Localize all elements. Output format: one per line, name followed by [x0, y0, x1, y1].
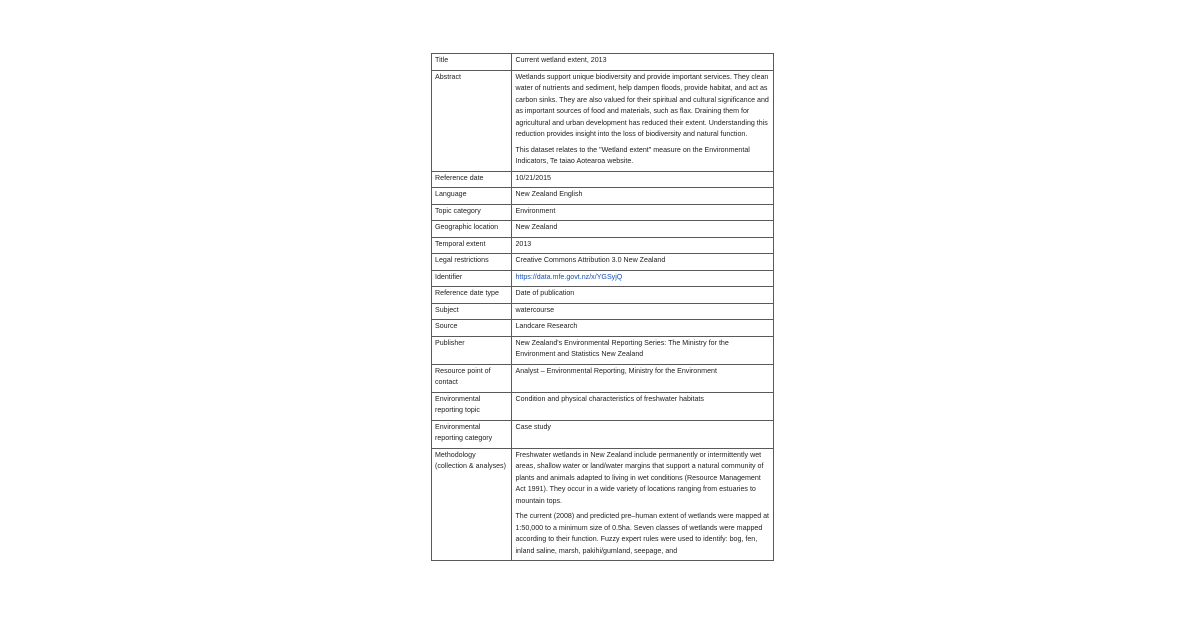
row-value: Creative Commons Attribution 3.0 New Zealand — [512, 254, 774, 271]
row-label: Subject — [432, 303, 512, 320]
abstract-paragraph-2: This dataset relates to the "Wetland extent" measure on the Environmental Indicators, Te taiao Aotearoa website. — [515, 145, 750, 165]
row-methodology — [432, 448, 774, 561]
row-value: 2013 — [512, 237, 774, 254]
row-value: New Zealand — [512, 221, 774, 238]
row-label: Reference date type — [432, 287, 512, 304]
row-value: Analyst – Environmental Reporting, Ministry for the Environment — [512, 364, 774, 392]
abstract-paragraph-1: Wetlands support unique biodiversity and provide important services. They clean water of nutrients and sediment, help dampen floods, provide habitat, and act as carbon sinks. They are also valued for their spiritual and cultural significance and as important sources of food and materials, such as flax. Draining them for agricultural and urban development has reduced their extent. Understanding this reduction provides insight into the loss of biodiversity and natural function. — [515, 72, 769, 138]
row-value: Case study — [512, 420, 774, 448]
row-subject — [432, 303, 774, 320]
row-value: Environment — [512, 204, 774, 221]
row-label: Temporal extent — [432, 237, 512, 254]
row-resource-contact — [432, 364, 774, 392]
row-label: Topic category — [432, 204, 512, 221]
row-label: Resource point of contact — [432, 364, 512, 392]
row-value — [512, 270, 774, 287]
row-value — [512, 70, 774, 171]
row-value: New Zealand's Environmental Reporting Series: The Ministry for the Environment and Statistics New Zealand — [512, 336, 774, 364]
methodology-paragraph-1: Freshwater wetlands in New Zealand include permanently or intermittently wet areas, shallow water or land/water margins that support a natural community of plants and animals adapted to living in wet conditions (Resource Management Act 1991). They occur in a wide variety of locations ranging from estuaries to mountain tops. — [515, 450, 764, 505]
row-label: Language — [432, 188, 512, 205]
row-abstract — [432, 70, 774, 171]
row-reference-date-type — [432, 287, 774, 304]
methodology-paragraph-2: The current (2008) and predicted pre–human extent of wetlands were mapped at 1:50,000 to a minimum size of 0.5ha. Seven classes of wetlands were mapped according to their function. Fuzzy expert rules were used to identify: bog, fen, inland saline, marsh, pakihi/gumland, seepage, and — [515, 512, 770, 555]
row-value: 10/21/2015 — [512, 171, 774, 188]
row-value: Condition and physical characteristics of freshwater habitats — [512, 392, 774, 420]
metadata-table — [431, 53, 774, 561]
row-label: Title — [432, 54, 512, 71]
row-label: Environmental reporting topic — [432, 392, 512, 420]
row-label: Publisher — [432, 336, 512, 364]
row-label: Source — [432, 320, 512, 337]
row-label: Reference date — [432, 171, 512, 188]
row-label: Geographic location — [432, 221, 512, 238]
row-publisher — [432, 336, 774, 364]
row-value: New Zealand English — [512, 188, 774, 205]
row-topic-category — [432, 204, 774, 221]
row-label: Abstract — [432, 70, 512, 171]
row-label: Identifier — [432, 270, 512, 287]
row-title — [432, 54, 774, 71]
row-label: Legal restrictions — [432, 254, 512, 271]
row-value: Current wetland extent, 2013 — [512, 54, 774, 71]
row-reporting-topic — [432, 392, 774, 420]
row-reference-date — [432, 171, 774, 188]
row-source — [432, 320, 774, 337]
row-label: Environmental reporting category — [432, 420, 512, 448]
row-identifier — [432, 270, 774, 287]
row-reporting-category — [432, 420, 774, 448]
row-temporal-extent — [432, 237, 774, 254]
row-language — [432, 188, 774, 205]
row-value — [512, 448, 774, 561]
row-legal-restrictions — [432, 254, 774, 271]
row-geographic-location — [432, 221, 774, 238]
row-value: Date of publication — [512, 287, 774, 304]
row-label: Methodology (collection & analyses) — [432, 448, 512, 561]
row-value: Landcare Research — [512, 320, 774, 337]
identifier-link[interactable]: https://data.mfe.govt.nz/x/YGSyjQ — [515, 272, 623, 281]
row-value: watercourse — [512, 303, 774, 320]
